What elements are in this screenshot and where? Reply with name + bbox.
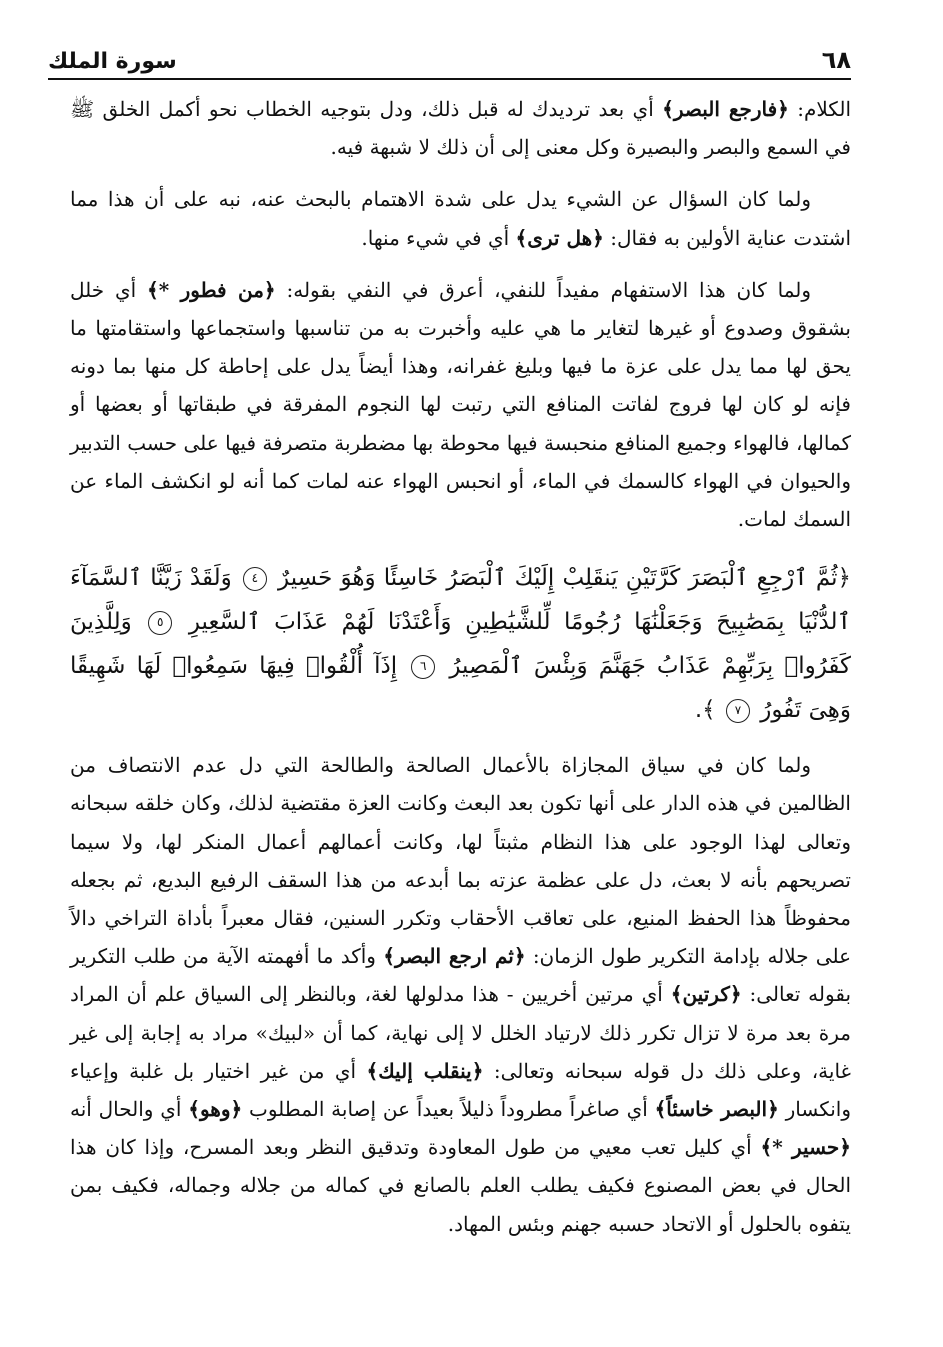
quran-quote: ﴿من فطور *﴾ (147, 277, 276, 302)
text-segment: أي من غير اختيار بل غلبة وإعياء وانكسار (70, 1058, 852, 1122)
verse-text: إِذَآ أُلْقُوا۟ فِيهَا سَمِعُوا۟ لَهَا شَهِيقًا وَهِىَ تَفُورُ (70, 653, 851, 724)
quran-quote: ﴿كرتين﴾ (670, 982, 742, 1007)
verse-text: وَلَقَدْ زَيَّنَّا ٱلسَّمَآءَ ٱلدُّنْيَا بِمَصَٰبِيحَ وَجَعَلْنَٰهَا رُجُومًا لِّلشَّيَٰطِينِ وَأَعْتَدْنَا لَهُمْ عَذَابَ ٱلسَّعِيرِ (70, 565, 852, 636)
quran-verses-block (70, 556, 851, 732)
paragraph-3 (70, 271, 851, 538)
quran-quote: ﴿ينقلب إليك﴾ (366, 1058, 484, 1083)
running-header (48, 36, 851, 80)
quran-quote: ﴿البصر خاسئاً﴾ (654, 1097, 779, 1122)
verse-text: وَلِلَّذِينَ كَفَرُوا۟ بِرَبِّهِمْ عَذَابُ جَهَنَّمَ وَبِئْسَ ٱلْمَصِيرُ (70, 609, 851, 680)
paragraph-2 (70, 180, 851, 256)
ayah-number-marker: ٧ (726, 699, 750, 723)
paragraph-1 (70, 90, 851, 166)
quran-quote: ﴿هل ترى﴾ (515, 225, 604, 250)
text-segment: أي مرتين أخريين - هذا مدلولها لغة، وبالنظر إلى السياق علم أن المراد مرة بعد مرة لا تزال تكرر ذلك لارتياد الخلل لا إلى نهاية، كما أن «لبيك» مراد به إجابة إلى غير غاية، وعلى ذلك دل قوله سبحانه وتعالى: (70, 982, 852, 1083)
page-body (70, 90, 851, 1257)
surah-title: سورة الملك (48, 49, 177, 74)
text-segment: أي كليل تعب معيي من طول المعاودة وتدقيق النظر وبعد المسرح، وإذا كان هذا الحال في بعض المصنوع فكيف يطلب العلم بالصانع في كماله من جلاله وجماله، فكيف بمن يتفوه بالحلول أو الاتحاد حسبه جهنم وبئس المهاد. (70, 1135, 851, 1236)
verse-text: ﴿ثُمَّ ٱرْجِعِ ٱلْبَصَرَ كَرَّتَيْنِ يَنقَلِبْ إِلَيْكَ ٱلْبَصَرُ خَاسِئًا وَهُوَ حَسِيرٌ (278, 565, 852, 592)
text-segment: وأكد ما أفهمته الآية من طلب التكرير بقوله تعالى: (70, 944, 852, 1007)
quran-quote: ﴿حسير *﴾ (760, 1135, 852, 1160)
quran-quote: ﴿فارجع البصر﴾ (662, 97, 789, 121)
quran-quote: ﴿وهو﴾ (188, 1097, 243, 1122)
ayah-number-marker: ٦ (411, 655, 435, 679)
text-segment: ولما كان هذا الاستفهام مفيداً للنفي، أعرق في النفي بقوله: (286, 277, 812, 302)
paragraph-4 (70, 746, 851, 1243)
text-segment: أي خلل بشقوق وصدوع أو غيرها لتغاير ما هي عليه وأخبرت به من تناسبها واستجماعها واستقامتها ما يحق لها مما يدل على عزة ما فيها وبليغ غفرانه، وهذا أيضاً يدل على إحاطة كل منها بما دونه فإنه لو كان لها فروج لفاتت المنافع التي رتبت لها النجوم المفرقة في طبقاتها أو بعضها أو كمالها، فالهواء وجميع المنافع منحبسة فيها محوطة بها مضطربة متصرفة فيها على حسب التدبير والحيوان في الهواء كالسمك في الماء، أو انحبس الهواء عنه لمات كما أنه لو انكشف الماء عن السمك لمات. (70, 277, 851, 532)
text-segment: أي بعد ترديدك له قبل ذلك، ودل بتوجيه الخطاب نحو أكمل الخلق ﷺ في السمع والبصر والبصيرة وكل معنى إلى أن ذلك لا شبهة فيه. (70, 97, 851, 160)
verse-closing-bracket: ﴾. (694, 697, 716, 724)
ayah-number-marker: ٥ (148, 611, 172, 635)
text-segment: ولما كان في سياق المجازاة بالأعمال الصالحة والطالحة التي دل عدم الانتصاف من الظالمين في هذه الدار على أنها تكون بعد البعث وكانت العزة مقتضية لذلك، وكان خلقه سبحانه وتعالى لهذا الوجود على هذا النظام مثبتاً لها، وكانت أعمالهم أعمال المنكر لها، ولا سيما تصريحهم بأنه لا بعث، دل على عظمة عزته بما أبدعه من هذا السقف الرفيع البديع، ثم بجعله محفوظاً هذا الحفظ المنيع، على تعاقب الأحقاب وتكرر السنين، فقال معبراً بأداة التراخي دالاً على جلاله بإدامة التكرير طول الزمان: (70, 753, 852, 969)
text-segment: أي صاغراً مطروداً ذليلاً بعيداً عن إصابة المطلوب (249, 1097, 648, 1122)
ayah-number-marker: ٤ (243, 567, 267, 591)
text-segment: أي والحال أنه (70, 1097, 182, 1122)
text-segment: الكلام: (797, 97, 851, 121)
page-number: ٦٨ (821, 46, 851, 74)
text-segment: أي في شيء منها. (361, 225, 510, 250)
quran-quote: ﴿ثم ارجع البصر﴾ (383, 944, 526, 969)
text-segment: ولما كان السؤال عن الشيء يدل على شدة الاهتمام بالبحث عنه، نبه على أن هذا مما اشتدت عناية الأولين به فقال: (70, 187, 851, 250)
